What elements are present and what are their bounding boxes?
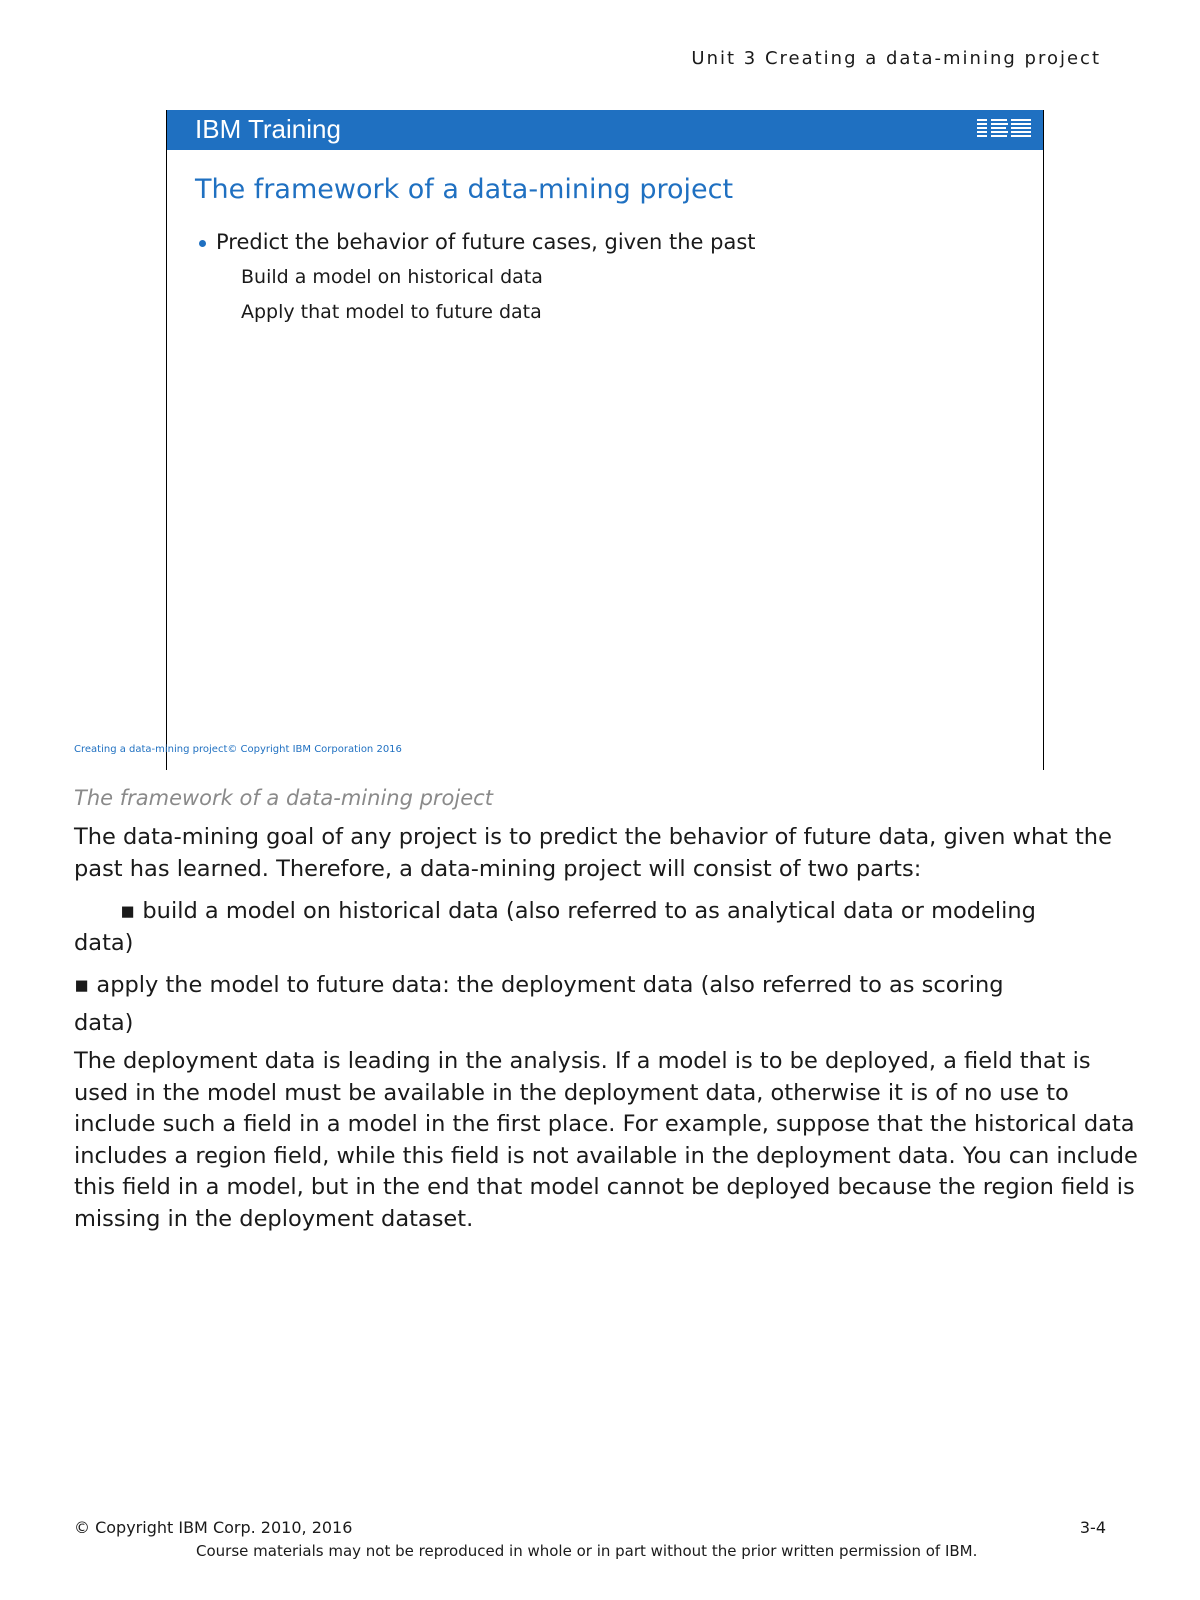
body-bullet-line: ▪ apply the model to future data: the deployment data (also referred to as scoring xyxy=(74,972,1004,998)
slide-sub-item: Build a model on historical data xyxy=(241,266,543,288)
slide xyxy=(166,110,1044,770)
bullet-dot-icon xyxy=(199,240,206,247)
page-number: 3-4 xyxy=(1079,1518,1106,1537)
slide-caption: The framework of a data-mining project xyxy=(74,786,493,810)
body-bullet xyxy=(74,896,1144,959)
body-bullet-line: ▪ build a model on historical data (also referred to as analytical data or modeling xyxy=(120,898,1036,924)
slide-banner-title: IBM Training xyxy=(195,114,341,144)
ibm-logo-icon xyxy=(975,116,1033,142)
body-paragraph: The data-mining goal of any project is to predict the behavior of future data, given what the past has learned. Therefore, a data-mining project will consist of two parts: xyxy=(74,824,1112,882)
body-bullet xyxy=(74,970,1144,1039)
slide-sub-item: Apply that model to future data xyxy=(241,301,542,323)
footer-notice: Course materials may not be reproduced in whole or in part without the prior written permission of IBM. xyxy=(196,1542,978,1560)
page-header: Unit 3 Creating a data-mining project xyxy=(691,48,1101,69)
slide-banner xyxy=(167,110,1043,150)
slide-bullet xyxy=(199,230,756,254)
body-bullet-line: data) xyxy=(74,1009,134,1036)
body-bullet-line: data) xyxy=(74,929,134,956)
slide-bullet-text: Predict the behavior of future cases, given the past xyxy=(216,230,756,254)
slide-footer: Creating a data-mining project© Copyright IBM Corporation 2016 xyxy=(74,744,402,755)
body-paragraph: The deployment data is leading in the analysis. If a model is to be deployed, a field that is used in the model must be available in the deployment data, otherwise it is of no use to include such a field in a model in the first place. For example, suppose that the historical data includes a region field, while this field is not available in the deployment data. You can include this field in a model, but in the end that model cannot be deployed because the region field is missing in the deployment dataset. xyxy=(74,1048,1138,1232)
slide-title: The framework of a data-mining project xyxy=(195,174,734,205)
footer-copyright: © Copyright IBM Corp. 2010, 2016 xyxy=(74,1518,353,1537)
